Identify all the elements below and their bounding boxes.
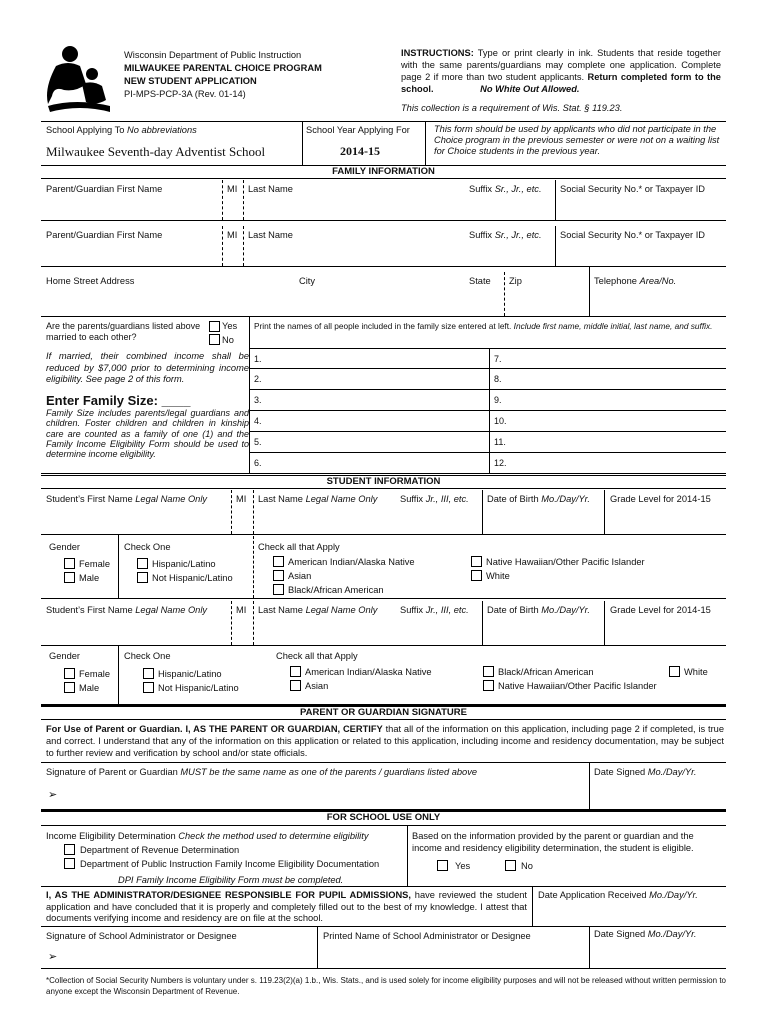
parent2-suffix-label: Suffix Sr., Jr., etc. bbox=[469, 230, 542, 240]
student1-gender-label: Gender bbox=[49, 542, 81, 552]
instructions-text: Type or print clearly in ink. Students that reside together with the same parents/guardians may complete one application. Complete page 2 if more than two student applicants. bbox=[401, 48, 721, 82]
student2-first-name-label: Student’s First Name Legal Name Only bbox=[46, 605, 208, 615]
family-member-8[interactable]: 8. bbox=[494, 374, 502, 384]
parent-signature-label: Signature of Parent or Guardian MUST be the same name as one of the parents / guardians listed above bbox=[46, 767, 478, 777]
student1-suffix-label: Suffix Jr., III, etc. bbox=[400, 494, 469, 504]
school-use-section-header: FOR SCHOOL USE ONLY bbox=[41, 809, 726, 826]
student1-black-checkbox[interactable] bbox=[273, 584, 284, 595]
student1-check-one-label: Check One bbox=[124, 542, 171, 552]
family-member-6[interactable]: 6. bbox=[254, 458, 262, 468]
school-year-label: School Year Applying For bbox=[306, 125, 410, 135]
married-yes-checkbox[interactable] bbox=[209, 321, 220, 332]
dpi-form-note: DPI Family Income Eligibility Form must be completed. bbox=[118, 875, 344, 885]
parent2-ssn-label: Social Security No.* or Taxpayer ID bbox=[560, 230, 706, 240]
student2-check-all-label: Check all that Apply bbox=[276, 651, 358, 661]
program-name: MILWAUKEE PARENTAL CHOICE PROGRAM bbox=[124, 63, 322, 73]
parent1-first-name-label: Parent/Guardian First Name bbox=[46, 184, 163, 194]
parent-signature-arrow[interactable]: ➢ bbox=[48, 789, 58, 801]
student2-hispanic-label: Hispanic/Latino bbox=[158, 669, 222, 679]
telephone-label: Telephone Area/No. bbox=[594, 276, 677, 286]
married-question: Are the parents/guardians listed above married to each other? bbox=[46, 321, 201, 342]
income-determination-label: Income Eligibility Determination Check the method used to determine eligibility bbox=[46, 831, 369, 841]
student1-mi-label: MI bbox=[236, 494, 247, 504]
printed-name-label: Printed Name of School Administrator or Designee bbox=[323, 931, 531, 941]
family-member-10[interactable]: 10. bbox=[494, 416, 507, 426]
administrator-attestation: I, AS THE ADMINISTRATOR/DESIGNEE RESPONSIBLE FOR PUPIL ADMISSIONS, have reviewed the student application and have concluded that it is properly and completely filled out to the best of my knowledge. I attest that documents verifying income and residency are on file at the school. bbox=[46, 890, 527, 923]
student1-amer-indian-label: American Indian/Alaska Native bbox=[288, 557, 415, 567]
student2-hawaiian-checkbox[interactable] bbox=[483, 680, 494, 691]
married-no-checkbox[interactable] bbox=[209, 334, 220, 345]
dpi-logo bbox=[46, 44, 114, 114]
student1-female-label: Female bbox=[79, 559, 111, 569]
parent2-first-name-label: Parent/Guardian First Name bbox=[46, 230, 163, 240]
student2-white-checkbox[interactable] bbox=[669, 666, 680, 677]
family-member-7[interactable]: 7. bbox=[494, 354, 502, 364]
student1-white-checkbox[interactable] bbox=[471, 570, 482, 581]
student2-mi-label: MI bbox=[236, 605, 247, 615]
family-member-3[interactable]: 3. bbox=[254, 395, 262, 405]
family-member-4[interactable]: 4. bbox=[254, 416, 262, 426]
student2-last-name-label: Last Name Legal Name Only bbox=[258, 605, 378, 615]
school-applying-value[interactable]: Milwaukee Seventh-day Adventist School bbox=[46, 144, 266, 159]
instructions-return: Return completed form to the school. bbox=[401, 72, 721, 94]
state-label: State bbox=[469, 276, 491, 286]
student2-asian-checkbox[interactable] bbox=[290, 680, 301, 691]
school-applying-label: School Applying To No abbreviations bbox=[46, 125, 197, 135]
dpi-documentation-checkbox[interactable] bbox=[64, 858, 75, 869]
student1-hispanic-checkbox[interactable] bbox=[137, 558, 148, 569]
married-no-label: No bbox=[222, 335, 234, 345]
family-section-header: FAMILY INFORMATION bbox=[41, 165, 726, 179]
eligible-yes-checkbox[interactable] bbox=[437, 860, 448, 871]
student1-male-checkbox[interactable] bbox=[64, 572, 75, 583]
eligible-yes-label: Yes bbox=[455, 861, 471, 871]
parent1-ssn-label: Social Security No.* or Taxpayer ID bbox=[560, 184, 706, 194]
family-member-12[interactable]: 12. bbox=[494, 458, 507, 468]
student2-male-label: Male bbox=[79, 683, 100, 693]
student2-suffix-label: Suffix Jr., III, etc. bbox=[400, 605, 469, 615]
revenue-determination-label: Department of Revenue Determination bbox=[80, 845, 240, 855]
student1-black-label: Black/African American bbox=[288, 585, 384, 595]
family-member-1[interactable]: 1. bbox=[254, 354, 262, 364]
school-year-value[interactable]: 2014-15 bbox=[340, 144, 380, 158]
parent2-last-name-label: Last Name bbox=[248, 230, 293, 240]
student1-hawaiian-checkbox[interactable] bbox=[471, 556, 482, 567]
student2-not-hispanic-label: Not Hispanic/Latino bbox=[158, 683, 239, 693]
student2-dob-label: Date of Birth Mo./Day/Yr. bbox=[487, 605, 591, 615]
ssn-footnote: *Collection of Social Security Numbers is voluntary under s. 119.23(2)(a) 1.b., Wis. Stats., and is used solely for income eligibility purposes and will not be released without written permission to anyone except the Wisconsin Department of Revenue. bbox=[46, 976, 726, 996]
student1-female-checkbox[interactable] bbox=[64, 558, 75, 569]
city-label: City bbox=[299, 276, 316, 286]
student2-gender-label: Gender bbox=[49, 651, 81, 661]
student2-white-label: White bbox=[684, 667, 708, 677]
admin-signature-arrow[interactable]: ➢ bbox=[48, 951, 58, 963]
address-label: Home Street Address bbox=[46, 276, 135, 286]
collection-note: This collection is a requirement of Wis. Stat. § 119.23. bbox=[401, 103, 623, 113]
family-member-5[interactable]: 5. bbox=[254, 437, 262, 447]
student-section-header: STUDENT INFORMATION bbox=[41, 475, 726, 489]
date-received-label: Date Application Received Mo./Day/Yr. bbox=[538, 890, 698, 900]
admin-signature-label: Signature of School Administrator or Designee bbox=[46, 931, 237, 941]
student2-not-hispanic-checkbox[interactable] bbox=[143, 682, 154, 693]
parent-date-label: Date Signed Mo./Day/Yr. bbox=[594, 767, 697, 777]
school-form-note: This form should be used by applicants who did not participate in the Choice program in the previous semester or were not on a waiting list for Choice students in the previous year. bbox=[434, 124, 720, 156]
student2-black-checkbox[interactable] bbox=[483, 666, 494, 677]
student2-female-checkbox[interactable] bbox=[64, 668, 75, 679]
student1-check-all-label: Check all that Apply bbox=[258, 542, 340, 552]
form-id: PI-MPS-PCP-3A (Rev. 01-14) bbox=[124, 89, 246, 99]
student1-amer-indian-checkbox[interactable] bbox=[273, 556, 284, 567]
student2-check-one-label: Check One bbox=[124, 651, 171, 661]
eligible-no-checkbox[interactable] bbox=[505, 860, 516, 871]
student1-hispanic-label: Hispanic/Latino bbox=[152, 559, 216, 569]
student2-female-label: Female bbox=[79, 669, 111, 679]
student1-last-name-label: Last Name Legal Name Only bbox=[258, 494, 378, 504]
student2-amer-indian-label: American Indian/Alaska Native bbox=[305, 667, 432, 677]
parent1-last-name-label: Last Name bbox=[248, 184, 293, 194]
parent1-suffix-label: Suffix Sr., Jr., etc. bbox=[469, 184, 542, 194]
parent2-mi-label: MI bbox=[227, 230, 238, 240]
student2-hawaiian-label: Native Hawaiian/Other Pacific Islander bbox=[498, 681, 657, 691]
student2-hispanic-checkbox[interactable] bbox=[143, 668, 154, 679]
student1-asian-label: Asian bbox=[288, 571, 312, 581]
instructions bbox=[401, 47, 721, 95]
family-member-11[interactable]: 11. bbox=[494, 437, 506, 447]
signature-section-header: PARENT OR GUARDIAN SIGNATURE bbox=[41, 704, 726, 720]
student2-grade-label: Grade Level for 2014-15 bbox=[610, 605, 711, 615]
header-block bbox=[124, 49, 322, 101]
family-names-instructions: Print the names of all people included in the family size entered at left. Include first name, middle initial, last name, and suffix. bbox=[254, 321, 713, 331]
parent-certification: For Use of Parent or Guardian. I, AS THE PARENT OR GUARDIAN, CERTIFY that all of the information on this application, including page 2 if completed, is true and correct. I understand that any of the information on this application or related to this application, including income and residency documentation, may be subject to further review and verification by school and/or state officials. bbox=[46, 724, 725, 758]
student1-white-label: White bbox=[486, 571, 510, 581]
instructions-label: INSTRUCTIONS: bbox=[401, 48, 474, 58]
student1-asian-checkbox[interactable] bbox=[273, 570, 284, 581]
family-member-9[interactable]: 9. bbox=[494, 395, 502, 405]
instructions-no-whiteout: No White Out Allowed. bbox=[480, 84, 580, 94]
married-yes-label: Yes bbox=[222, 321, 238, 331]
student1-hawaiian-label: Native Hawaiian/Other Pacific Islander bbox=[486, 557, 645, 567]
eligible-no-label: No bbox=[521, 861, 533, 871]
student1-male-label: Male bbox=[79, 573, 100, 583]
revenue-determination-checkbox[interactable] bbox=[64, 844, 75, 855]
student1-grade-label: Grade Level for 2014-15 bbox=[610, 494, 711, 504]
student1-first-name-label: Student’s First Name Legal Name Only bbox=[46, 494, 208, 504]
student1-not-hispanic-checkbox[interactable] bbox=[137, 572, 148, 583]
zip-label: Zip bbox=[509, 276, 522, 286]
student2-black-label: Black/African American bbox=[498, 667, 594, 677]
eligibility-statement: Based on the information provided by the parent or guardian and the income and residency eligibility determination, the student is eligible. bbox=[412, 831, 694, 853]
student1-not-hispanic-label: Not Hispanic/Latino bbox=[152, 573, 233, 583]
student2-amer-indian-checkbox[interactable] bbox=[290, 666, 301, 677]
parent1-mi-label: MI bbox=[227, 184, 238, 194]
married-income-note: If married, their combined income shall be reduced by $7,000 prior to determining income eligibility. See page 2 of this form. bbox=[46, 351, 249, 384]
student2-asian-label: Asian bbox=[305, 681, 329, 691]
family-size-note: Family Size includes parents/legal guardians and children. Foster children and children in kinship care are counted as a family of one (1) and the Family Income Eligibility Form should be used to determine income eligibility. bbox=[46, 408, 249, 460]
dept-name: Wisconsin Department of Public Instruction bbox=[124, 50, 302, 60]
application-title: NEW STUDENT APPLICATION bbox=[124, 76, 257, 86]
student1-dob-label: Date of Birth Mo./Day/Yr. bbox=[487, 494, 591, 504]
dpi-documentation-label: Department of Public Instruction Family Income Eligibility Documentation bbox=[80, 859, 380, 869]
family-size-label[interactable]: Enter Family Size: ____ bbox=[46, 393, 191, 408]
admin-date-label: Date Signed Mo./Day/Yr. bbox=[594, 929, 697, 939]
family-member-2[interactable]: 2. bbox=[254, 374, 262, 384]
student2-male-checkbox[interactable] bbox=[64, 682, 75, 693]
